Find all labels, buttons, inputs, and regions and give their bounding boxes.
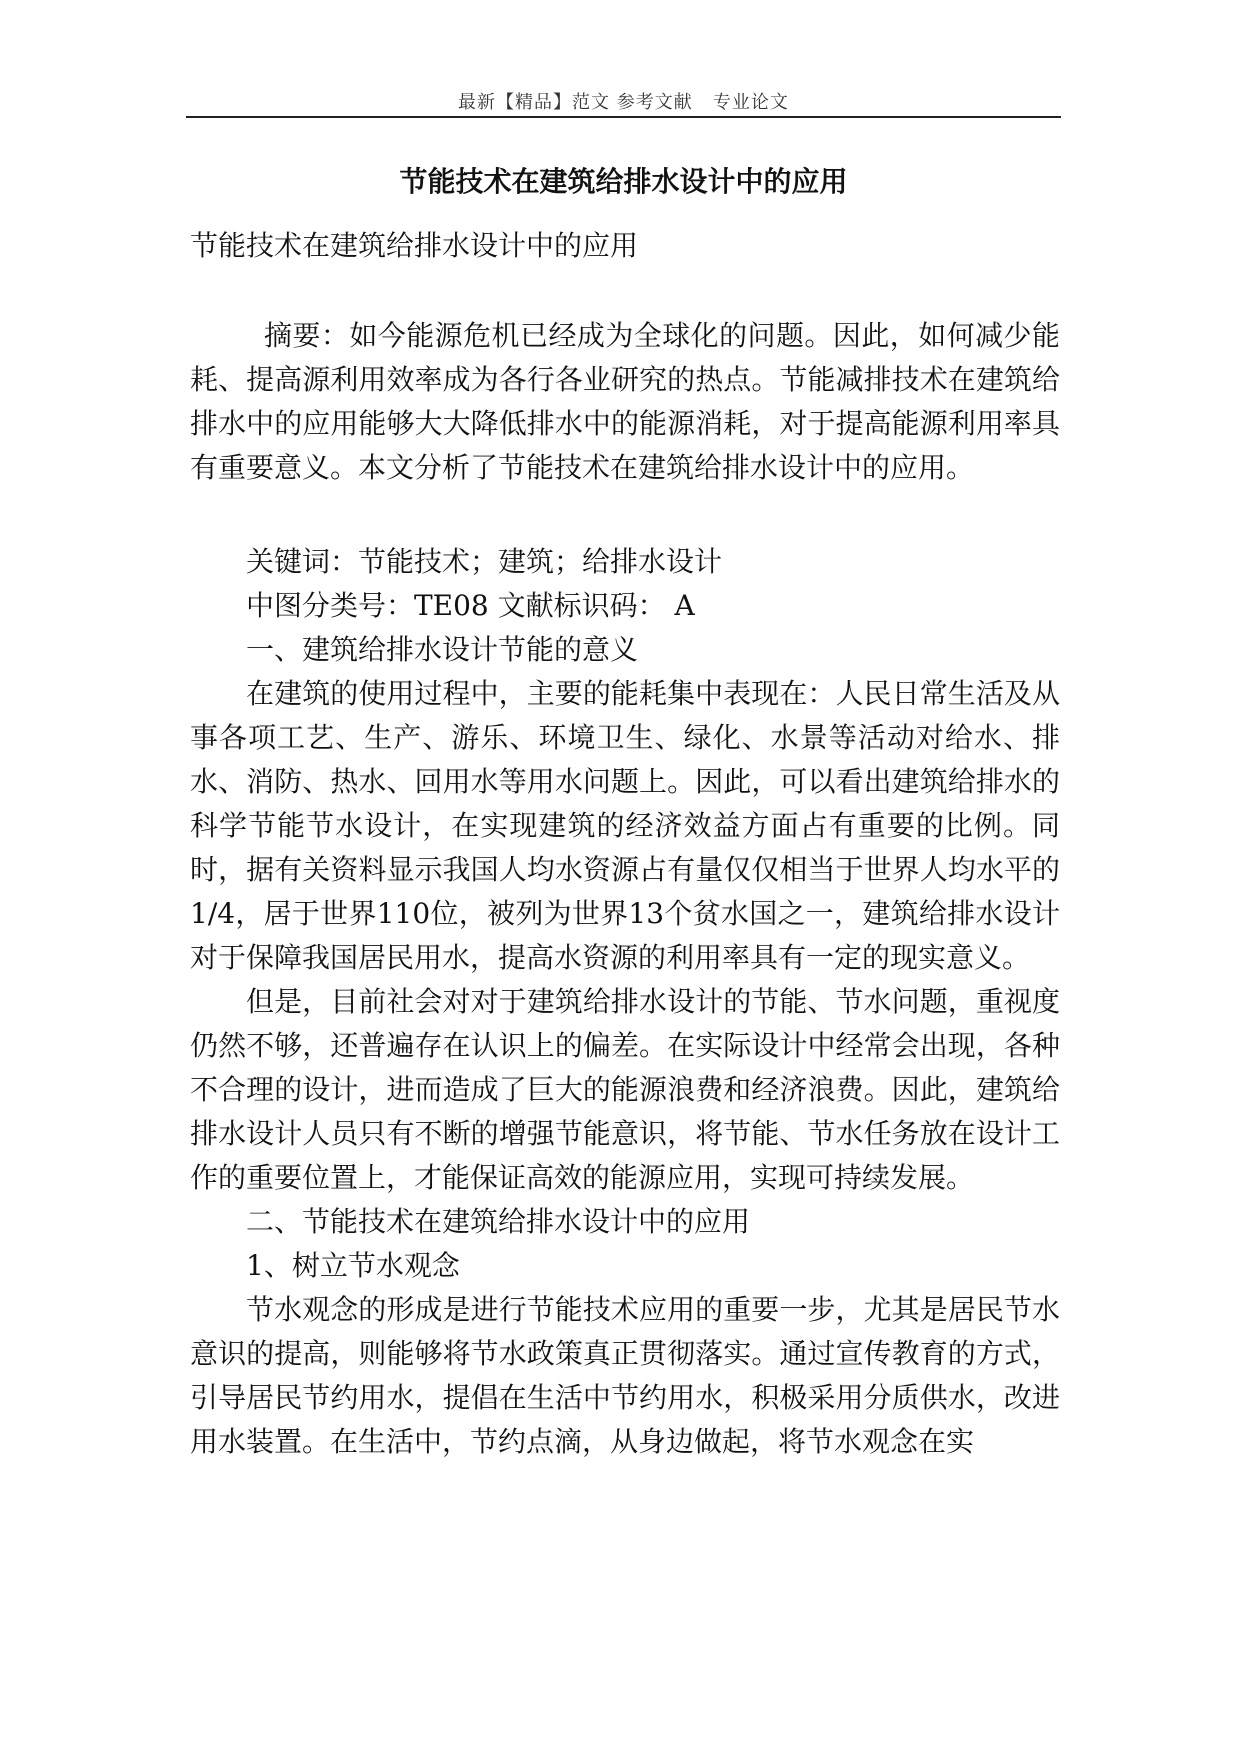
section1-heading: 一、建筑给排水设计节能的意义 bbox=[246, 633, 639, 666]
keywords-line: 关键词：节能技术；建筑；给排水设计 bbox=[246, 545, 723, 578]
header-divider bbox=[186, 116, 1061, 118]
subsection1-heading: 1、树立节水观念 bbox=[246, 1249, 460, 1282]
section1-paragraph-1: 在建筑的使用过程中，主要的能耗集中表现在：人民日常生活及从事各项工艺、生产、游乐、环境卫生、绿化、水景等活动对给水、排水、消防、热水、回用水等用水问题上。因此，可以看出建筑给排水的科学节能节水设计，在实现建筑的经济效益方面占有重要的比例。同时，据有关资料显示我国人均水资源占有量仅仅相当于世界人均水平的1/4，居于世界110位，被列为世界13个贫水国之一，建筑给排水设计对于保障我国居民用水，提高水资源的利用率具有一定的现实意义。 bbox=[190, 677, 1060, 974]
document-title: 节能技术在建筑给排水设计中的应用 bbox=[399, 165, 848, 198]
abstract-paragraph: 摘要：如今能源危机已经成为全球化的问题。因此，如何减少能耗、提高源利用效率成为各行各业研究的热点。节能减排技术在建筑给排水中的应用能够大大降低排水中的能源消耗，对于提高能源利用率具有重要意义。本文分析了节能技术在建筑给排水设计中的应用。 bbox=[190, 319, 1060, 484]
section1-paragraph-2: 但是，目前社会对对于建筑给排水设计的节能、节水问题，重视度仍然不够，还普遍存在认识上的偏差。在实际设计中经常会出现，各种不合理的设计，进而造成了巨大的能源浪费和经济浪费。因此，建筑给排水设计人员只有不断的增强节能意识，将节能、节水任务放在设计工作的重要位置上，才能保证高效的能源应用，实现可持续发展。 bbox=[190, 985, 1060, 1194]
running-header: 最新【精品】范文 参考文献 专业论文 bbox=[458, 92, 789, 113]
classification-line: 中图分类号：TE08 文献标识码： A bbox=[246, 589, 695, 622]
document-subtitle: 节能技术在建筑给排水设计中的应用 bbox=[190, 229, 639, 262]
main-content bbox=[190, 628, 1060, 1464]
subsection1-paragraph-1: 节水观念的形成是进行节能技术应用的重要一步，尤其是居民节水意识的提高，则能够将节水政策真正贯彻落实。通过宣传教育的方式，引导居民节约用水，提倡在生活中节约用水，积极采用分质供水，改进用水装置。在生活中，节约点滴，从身边做起，将节水观念在实 bbox=[190, 1293, 1060, 1458]
section2-heading: 二、节能技术在建筑给排水设计中的应用 bbox=[246, 1205, 751, 1238]
